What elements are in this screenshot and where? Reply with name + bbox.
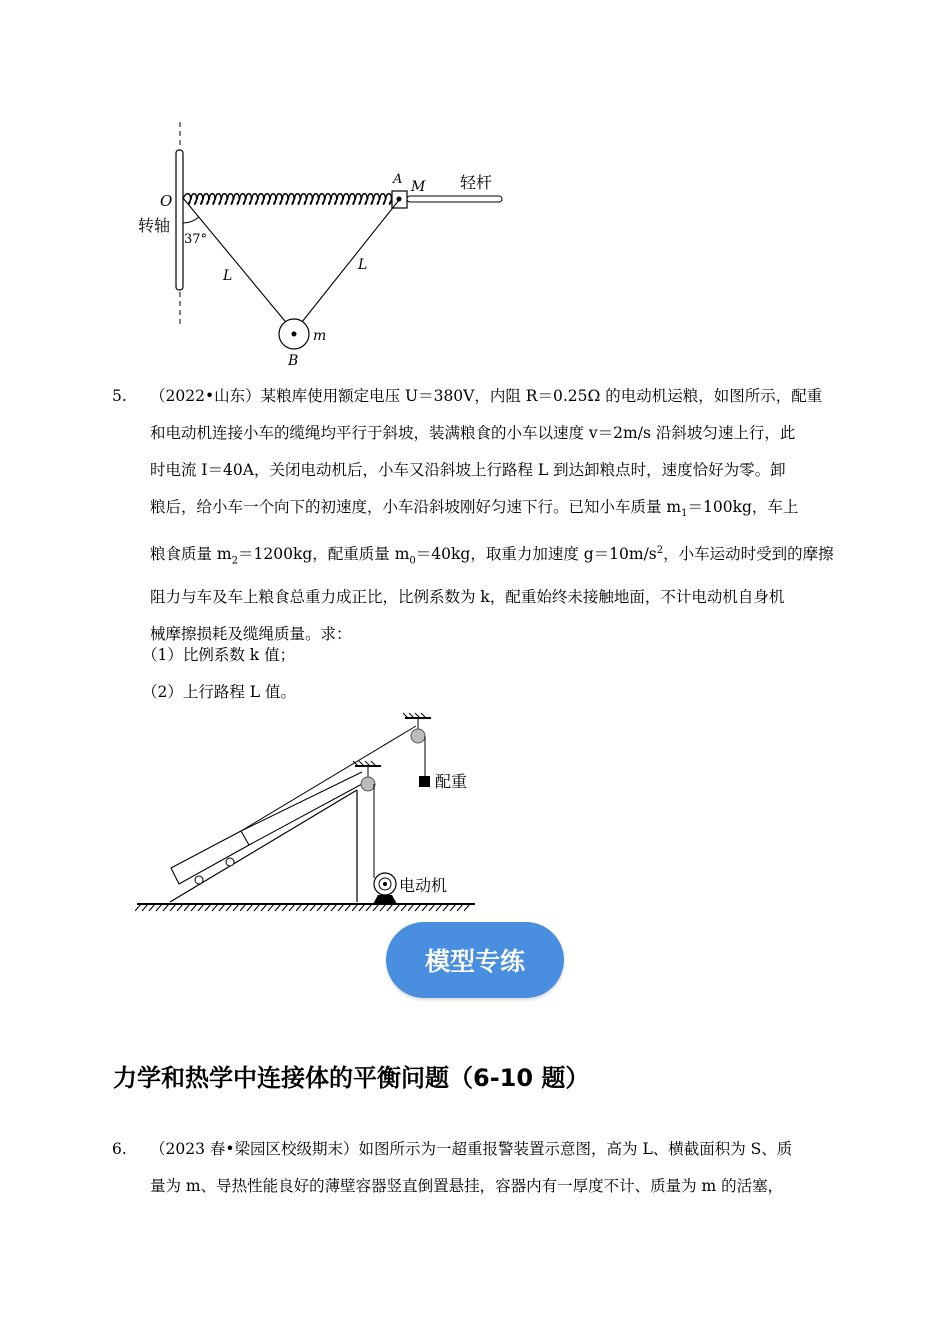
ground-hatch	[240, 904, 246, 911]
ground-hatch	[436, 904, 442, 911]
ground-hatch	[177, 904, 183, 911]
label-M: M	[411, 179, 426, 195]
ground-hatch	[289, 904, 295, 911]
ground-hatch	[205, 904, 211, 911]
problem-6	[112, 1131, 842, 1205]
ground-hatch	[156, 904, 162, 911]
ground-hatch	[352, 904, 358, 911]
ground-hatch	[282, 904, 288, 911]
ground-hatch	[394, 904, 400, 911]
ground-hatch	[408, 904, 414, 911]
subscript: 2	[231, 555, 239, 567]
ground-hatch	[198, 904, 204, 911]
ground-hatch	[149, 904, 155, 911]
ground-hatch	[212, 904, 218, 911]
text-segment: ＝40kg，取重力加速度 g＝10m/s	[415, 545, 657, 564]
ground-hatch	[373, 904, 379, 911]
ground-hatch	[324, 904, 330, 911]
ground-hatch	[219, 904, 225, 911]
ground-hatch	[457, 904, 463, 911]
ground-hatch	[275, 904, 281, 911]
text-segment: 粮食质量 m	[150, 545, 232, 564]
ground-hatch	[163, 904, 169, 911]
ground-hatch	[429, 904, 435, 911]
text-line: 和电动机连接小车的缆绳均平行于斜坡，装满粮食的小车以速度 v＝2m/s 沿斜坡匀速上行，此	[150, 424, 796, 442]
label-angle: 37°	[184, 232, 208, 247]
ground-hatch	[387, 904, 393, 911]
text-line: 量为 m、导热性能良好的薄壁容器竖直倒置悬挂，容器内有一厚度不计、质量为 m 的活塞，	[150, 1177, 784, 1195]
label-counterweight: 配重	[435, 772, 468, 791]
ground-hatch	[191, 904, 197, 911]
ground-hatch	[226, 904, 232, 911]
problem-text	[150, 378, 842, 653]
ground-hatch	[415, 904, 421, 911]
ground-hatch	[443, 904, 449, 911]
section-title: 力学和热学中连接体的平衡问题（6-10 题）	[113, 1064, 590, 1092]
rotating-rod-figure	[130, 120, 520, 370]
ground-hatch	[450, 904, 456, 911]
ground-hatch	[331, 904, 337, 911]
ground-hatch	[268, 904, 274, 911]
subscript: 0	[409, 555, 416, 567]
ground-hatch	[247, 904, 253, 911]
text-line: （2023 春•梁园区校级期末）如图所示为一超重报警装置示意图，高为 L、横截面积为 S、质	[150, 1140, 793, 1158]
ground-hatch	[233, 904, 239, 911]
label-motor: 电动机	[399, 876, 448, 895]
text-line: 阻力与车及车上粮食总重力成正比，比例系数为 k，配重始终未接触地面，不计电动机自身机	[150, 588, 785, 607]
ground-hatch	[317, 904, 323, 911]
problem-5	[112, 378, 842, 653]
text-line: （2022•山东）某粮库使用额定电压 U＝380V，内阻 R＝0.25Ω 的电动机运粮，如图所示，配重	[150, 387, 823, 405]
label-L-right: L	[358, 257, 368, 273]
ground-hatch	[401, 904, 407, 911]
text-line	[150, 532, 842, 579]
ground-hatch	[422, 904, 428, 911]
ground-hatch	[135, 904, 141, 911]
ground-hatch	[366, 904, 372, 911]
text-segment: 粮后，给小车一个向下的初速度，小车沿斜坡刚好匀速下行。已知小车质量 m	[150, 498, 682, 516]
text-segment: ＝100kg，车上	[687, 498, 799, 516]
ground-hatch	[338, 904, 344, 911]
text-segment: ，小车运动时受到的摩擦	[663, 545, 834, 564]
label-O: O	[160, 192, 173, 210]
label-B: B	[288, 353, 299, 369]
ground-hatch	[170, 904, 176, 911]
problem-text	[150, 1131, 842, 1205]
ground-hatch	[142, 904, 148, 911]
model-practice-badge: 模型专练	[386, 922, 564, 998]
text-segment: ＝1200kg，配重质量 m	[238, 545, 410, 564]
problem-number: 6.	[112, 1140, 127, 1158]
label-rod: 轻杆	[460, 173, 493, 192]
label-L-left: L	[223, 268, 233, 284]
label-m: m	[313, 328, 327, 344]
label-A: A	[393, 172, 403, 187]
ground-hatch	[296, 904, 302, 911]
label-axis: 转轴	[138, 216, 171, 235]
ground-hatch	[254, 904, 260, 911]
ground-hatch	[303, 904, 309, 911]
text-line	[150, 489, 842, 532]
ground-hatch	[261, 904, 267, 911]
ground-hatch	[345, 904, 351, 911]
grain-cart-incline-figure	[135, 712, 485, 914]
question-2: （2）上行路程 L 值。	[142, 683, 297, 701]
superscript: 2	[656, 545, 664, 557]
question-1: （1）比例系数 k 值；	[142, 646, 296, 664]
text-line: 械摩擦损耗及缆绳质量。求：	[150, 625, 352, 644]
text-line: 时电流 I＝40A，关闭电动机后，小车又沿斜坡上行路程 L 到达卸粮点时，速度恰好为零。卸	[150, 461, 786, 479]
problem-number: 5.	[112, 387, 127, 405]
subscript: 1	[681, 508, 688, 520]
ground-hatch	[184, 904, 190, 911]
ground-hatch	[380, 904, 386, 911]
ground-hatch	[310, 904, 316, 911]
ground-hatch	[359, 904, 365, 911]
ground-hatch	[464, 904, 470, 911]
